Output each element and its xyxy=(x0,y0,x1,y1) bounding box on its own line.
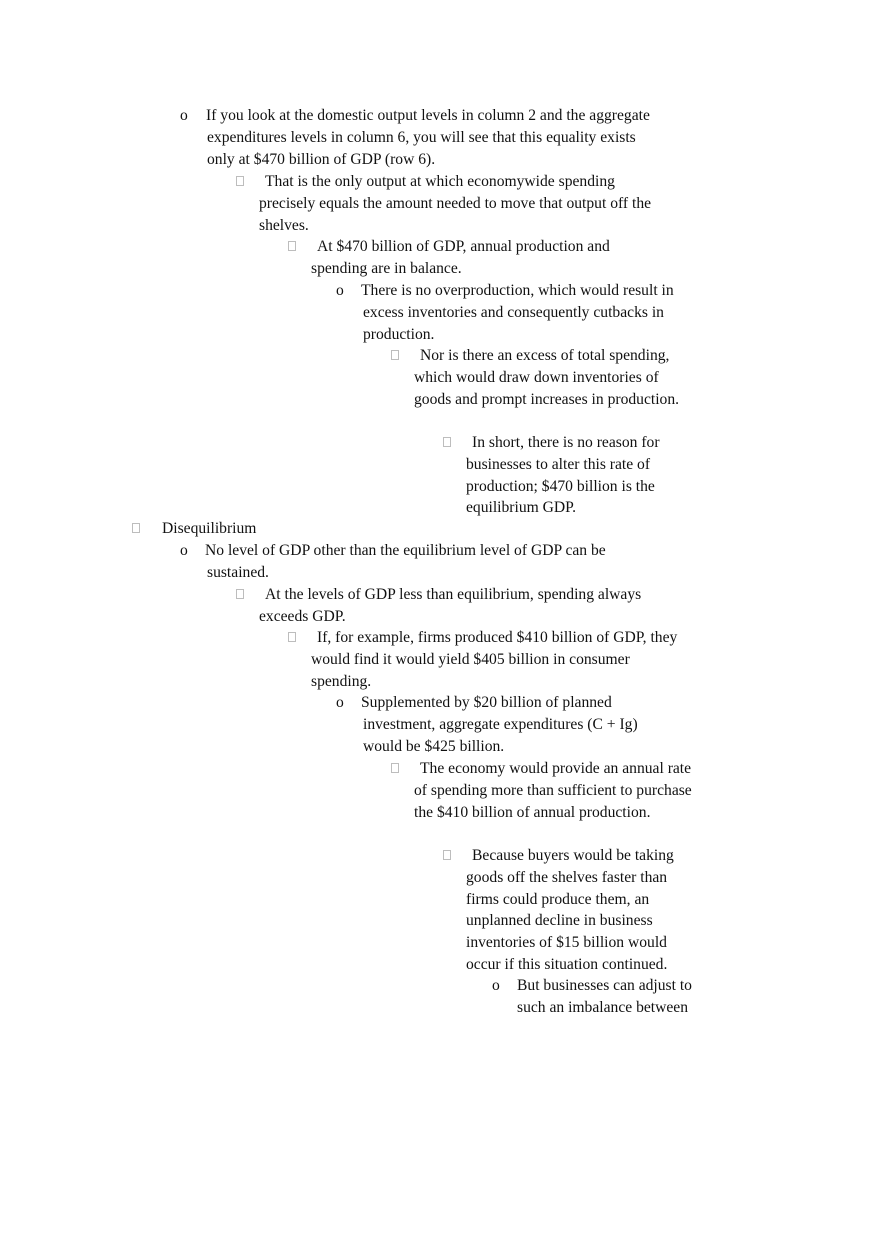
outline-item xyxy=(286,236,656,280)
square-bullet-icon xyxy=(236,176,244,186)
outline-item xyxy=(389,758,694,823)
square-bullet-icon xyxy=(391,763,399,773)
outline-item-text: There is no overproduction, which would result in excess inventories and consequently cutbacks in production. xyxy=(361,282,674,343)
outline-item xyxy=(180,540,660,584)
square-bullet-icon xyxy=(236,589,244,599)
circle-bullet-icon: o xyxy=(336,694,344,711)
square-bullet-icon xyxy=(132,523,140,533)
outline-item-text: That is the only output at which economywide spending precisely equals the amount needed to move that output off the shelves. xyxy=(259,173,652,234)
outline-item xyxy=(441,845,701,976)
outline-heading xyxy=(130,518,430,540)
outline-item-text: The economy would provide an annual rate of spending more than sufficient to purchase the $410 billion of annual production. xyxy=(414,760,692,821)
circle-bullet-icon: o xyxy=(492,977,500,994)
square-bullet-icon xyxy=(288,632,296,642)
outline-item-text: Because buyers would be taking goods off the shelves faster than firms could produce them, an unplanned decline in business inventories of $15 billion would occur if this situation continued. xyxy=(466,847,674,973)
circle-bullet-icon: o xyxy=(180,107,188,124)
outline-item xyxy=(441,432,696,519)
square-bullet-icon xyxy=(443,850,451,860)
section-heading-text: Disequilibrium xyxy=(162,520,257,537)
outline-item xyxy=(234,584,684,628)
outline-item-text: If you look at the domestic output levels in column 2 and the aggregate expenditures levels in column 6, you will see that this equality exists only at $470 billion of GDP (row 6). xyxy=(206,107,650,168)
outline-item-text: At $470 billion of GDP, annual production and spending are in balance. xyxy=(311,238,610,277)
square-bullet-icon xyxy=(443,437,451,447)
square-bullet-icon xyxy=(391,350,399,360)
outline-item-text: Supplemented by $20 billion of planned investment, aggregate expenditures (C + Ig) would be $425 billion. xyxy=(361,694,638,755)
outline-item xyxy=(336,692,676,757)
outline-item-text: No level of GDP other than the equilibrium level of GDP can be sustained. xyxy=(205,542,606,581)
outline-item-text: But businesses can adjust to such an imbalance between xyxy=(517,977,692,1016)
circle-bullet-icon: o xyxy=(336,282,344,299)
outline-item xyxy=(286,627,686,692)
square-bullet-icon xyxy=(288,241,296,251)
outline-item xyxy=(180,105,660,170)
outline-item xyxy=(234,171,659,236)
outline-item-text: In short, there is no reason for businesses to alter this rate of production; $470 billion is the equilibrium GDP. xyxy=(466,434,660,517)
outline-item xyxy=(336,280,696,345)
outline-item xyxy=(492,975,722,1019)
outline-item-text: If, for example, firms produced $410 billion of GDP, they would find it would yield $405 billion in consumer spending. xyxy=(311,629,678,690)
outline-item xyxy=(389,345,699,410)
outline-item-text: At the levels of GDP less than equilibrium, spending always exceeds GDP. xyxy=(259,586,642,625)
circle-bullet-icon: o xyxy=(180,542,188,559)
outline-item-text: Nor is there an excess of total spending, which would draw down inventories of goods and prompt increases in production. xyxy=(414,347,680,408)
